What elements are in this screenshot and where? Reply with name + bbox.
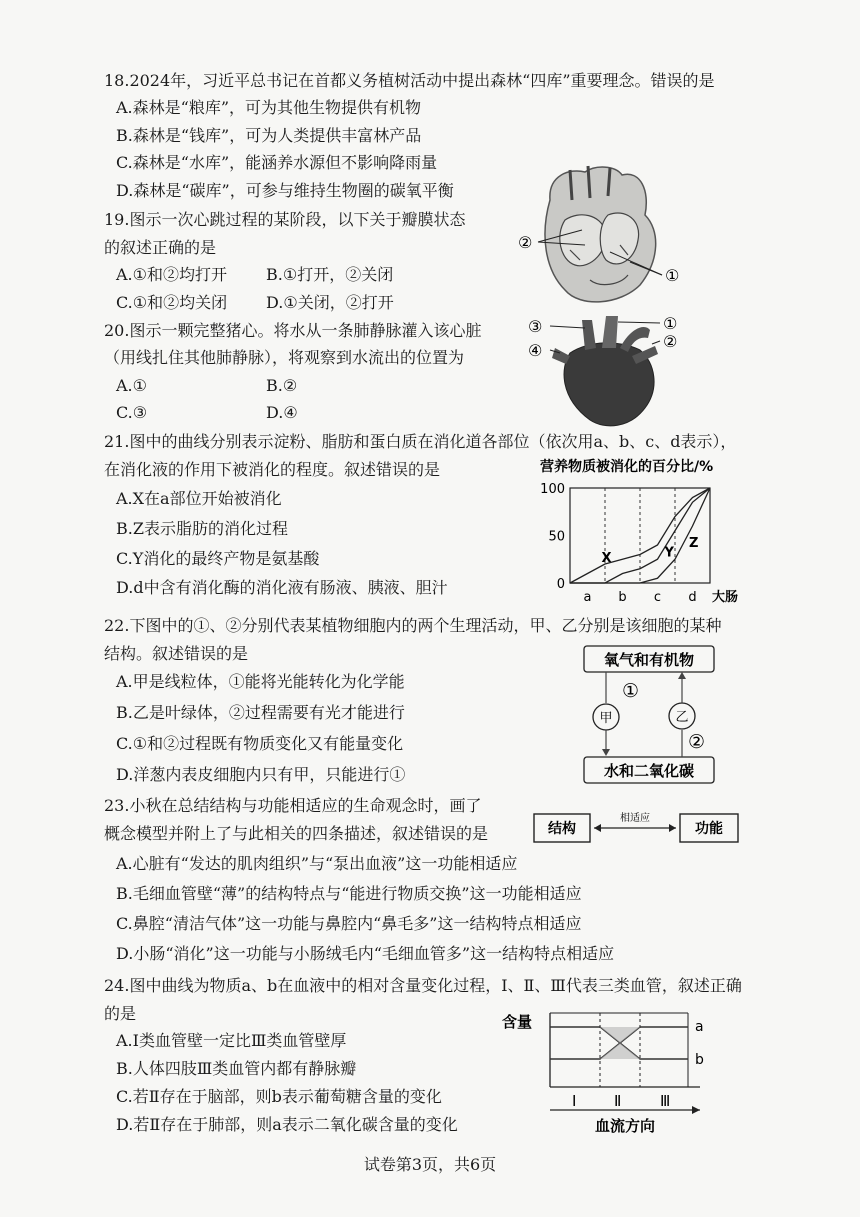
q19-stem-2: 的叙述正确的是: [104, 238, 217, 257]
pig-heart-figure: [520, 308, 695, 433]
q19-stem: 19.图示一次心跳过程的某阶段，以下关于瓣膜状态: [104, 210, 466, 229]
process-2-label: ②: [688, 731, 706, 753]
q23-option-d: D.小肠“消化”这一功能与小肠绒毛内“毛细血管多”这一结构特点相适应: [116, 944, 615, 963]
q24-option-a: A.Ⅰ类血管壁一定比Ⅲ类血管壁厚: [116, 1031, 347, 1050]
pig-heart-label-4: ④: [528, 341, 543, 360]
q21-option-b: B.Z表示脂肪的消化过程: [116, 519, 288, 538]
pig-heart-label-3: ③: [528, 317, 543, 336]
bottom-box-label: 水和二氧化碳: [603, 762, 695, 780]
q18-option-c: C.森林是“水库”，能涵养水源但不影响降雨量: [116, 153, 438, 172]
q18-stem: 18.2024年，习近平总书记在首都义务植树活动中提出森林“四库”重要理念。错误的是: [104, 71, 715, 90]
q19-option-b: B.①打开，②关闭: [266, 265, 394, 284]
q24-stem-2: 的是: [104, 1004, 137, 1023]
curve-b-label: b: [695, 1052, 704, 1068]
page-footer: 试卷第3页，共6页: [363, 1155, 497, 1174]
q21-stem-2: 在消化液的作用下被消化的程度。叙述错误的是: [104, 460, 441, 479]
series-Y-label: Y: [664, 545, 674, 561]
q20-option-b: B.②: [266, 376, 298, 395]
q21-option-c: C.Y消化的最终产物是氨基酸: [116, 549, 320, 568]
q24-option-d: D.若Ⅱ存在于肺部，则a表示二氧化碳含量的变化: [116, 1115, 458, 1134]
node-yi: 乙: [675, 710, 689, 725]
q18-option-a: A.森林是“粮库”，可为其他生物提供有机物: [116, 98, 422, 117]
y-tick-label: 100: [540, 482, 565, 497]
model-structure: 结构: [548, 821, 576, 837]
x-tick-label: 大肠: [712, 590, 738, 605]
q22-option-c: C.①和②过程既有物质变化又有能量变化: [116, 734, 404, 753]
q20-option-c: C.③: [116, 403, 148, 422]
pig-heart-label-2: ②: [663, 332, 678, 351]
x-tick-label: a: [583, 590, 592, 605]
q20-stem: 20.图示一颗完整猪心。将水从一条肺静脉灌入该心脏: [104, 321, 482, 340]
q23-stem: 23.小秋在总结结构与功能相适应的生命观念时，画了: [104, 796, 482, 815]
section-1: Ⅰ: [572, 1092, 577, 1110]
q20-option-d: D.④: [266, 403, 298, 422]
heart-label-1: ①: [665, 266, 680, 285]
node-jia: 甲: [599, 711, 613, 726]
q22-stem: 22.下图中的①、②分别代表某植物细胞内的两个生理活动，甲、乙分别是该细胞的某种: [104, 616, 722, 635]
q19-option-d: D.①关闭，②打开: [266, 293, 394, 312]
section-3: Ⅲ: [660, 1092, 671, 1110]
pig-heart-label-1: ①: [663, 314, 678, 333]
q18-option-d: D.森林是“碳库”，可参与维持生物圈的碳氧平衡: [116, 181, 454, 200]
x-tick-label: b: [618, 590, 627, 605]
y-tick-label: 0: [556, 577, 565, 592]
model-relation: 相适应: [620, 813, 650, 824]
graph-xlabel: 血流方向: [594, 1117, 656, 1135]
series-Z-label: Z: [689, 535, 699, 551]
cell-process-diagram: [580, 643, 720, 785]
series-X-label: X: [601, 551, 612, 567]
q18-option-b: B.森林是“钱库”，可为人类提供丰富林产品: [116, 126, 422, 145]
q22-option-b: B.乙是叶绿体，②过程需要有光才能进行: [116, 703, 405, 722]
q21-stem: 21.图中的曲线分别表示淀粉、脂肪和蛋白质在消化道各部位（依次用a、b、c、d表示），: [104, 432, 737, 451]
q23-stem-2: 概念模型并附上了与此相关的四条描述，叙述错误的是: [104, 824, 489, 843]
curve-a-label: a: [695, 1019, 704, 1035]
top-box-label: 氧气和有机物: [603, 651, 695, 669]
q23-option-a: A.心脏有“发达的肌肉组织”与“泵出血液”这一功能相适应: [116, 854, 518, 873]
x-tick-label: d: [688, 590, 697, 605]
q24-option-c: C.若Ⅱ存在于脑部，则b表示葡萄糖含量的变化: [116, 1087, 442, 1106]
q21-option-d: D.d中含有消化酶的消化液有肠液、胰液、胆汁: [116, 578, 448, 597]
y-tick-label: 50: [548, 529, 565, 545]
q20-stem-2: （用线扎住其他肺静脉），将观察到水流出的位置为: [104, 348, 465, 367]
chart-title: 营养物质被消化的百分比/%: [540, 459, 714, 475]
graph-ylabel: 含量: [502, 1013, 533, 1031]
q24-option-b: B.人体四肢Ⅲ类血管内都有静脉瓣: [116, 1059, 357, 1078]
heart-label-2: ②: [518, 233, 533, 252]
process-1-label: ①: [622, 680, 640, 702]
q22-stem-2: 结构。叙述错误的是: [104, 644, 249, 663]
heart-section-figure: [510, 160, 700, 310]
q23-option-b: B.毛细血管壁“薄”的结构特点与“能进行物质交换”这一功能相适应: [116, 884, 582, 903]
blood-content-graph: [500, 1005, 725, 1137]
q22-option-a: A.甲是线粒体，①能将光能转化为化学能: [116, 672, 405, 691]
q23-option-c: C.鼻腔“清洁气体”这一功能与鼻腔内“鼻毛多”这一结构特点相适应: [116, 914, 582, 933]
q19-option-a: A.①和②均打开: [116, 265, 227, 284]
q21-option-a: A.X在a部位开始被消化: [116, 489, 282, 508]
q24-stem: 24.图中曲线为物质a、b在血液中的相对含量变化过程，Ⅰ、Ⅱ、Ⅲ代表三类血管，叙述正确: [104, 976, 742, 995]
section-2: Ⅱ: [614, 1092, 622, 1110]
model-function: 功能: [695, 821, 723, 837]
q22-option-d: D.洋葱内表皮细胞内只有甲，只能进行①: [116, 765, 406, 784]
x-tick-label: c: [653, 590, 662, 605]
q20-option-a: A.①: [116, 376, 147, 395]
digestion-chart: [528, 456, 738, 606]
q19-option-c: C.①和②均关闭: [116, 293, 228, 312]
structure-function-model: [532, 808, 742, 848]
